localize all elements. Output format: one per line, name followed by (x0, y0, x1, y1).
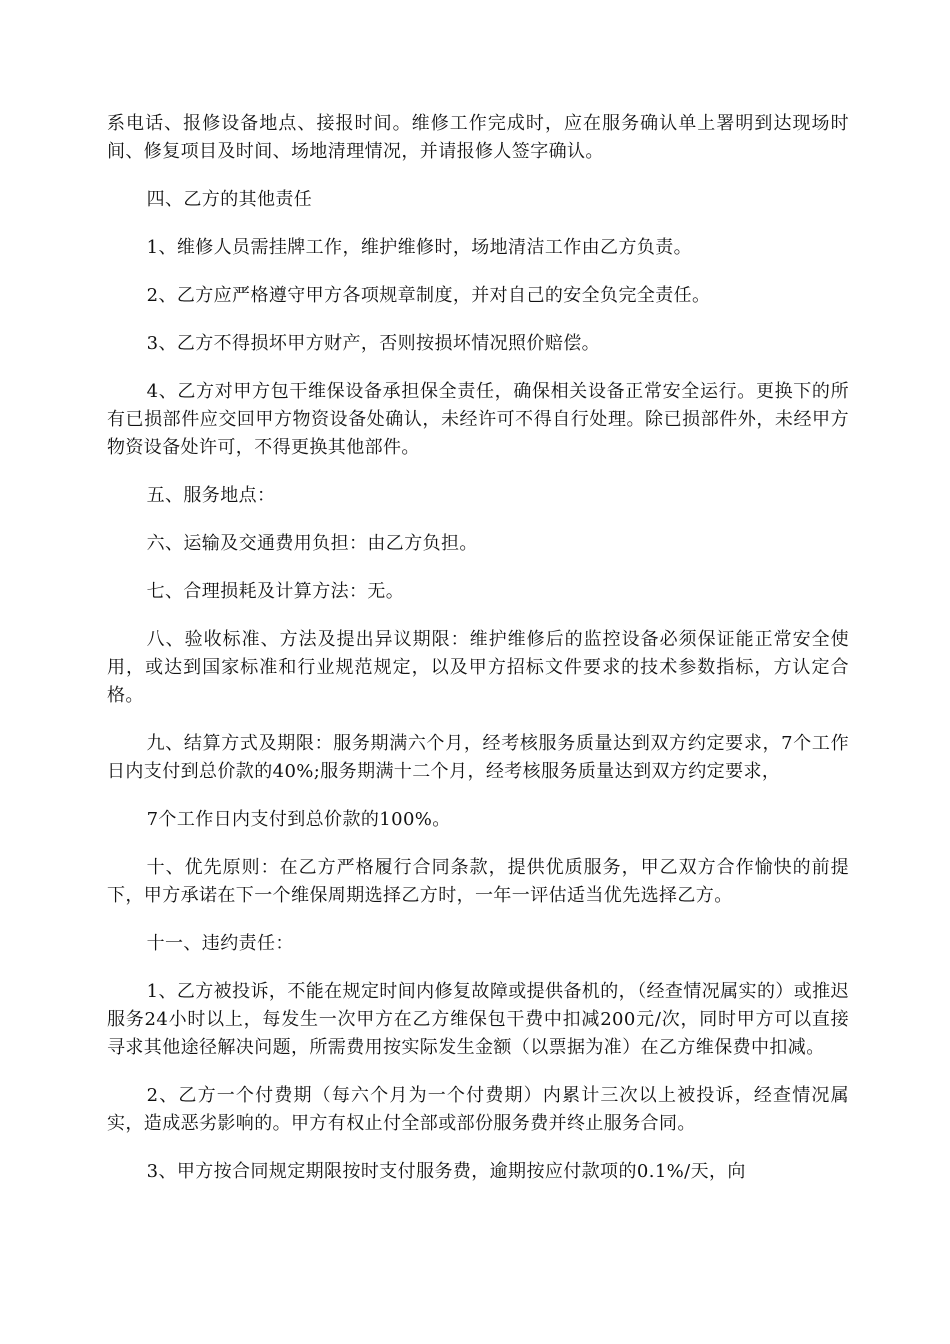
clause-4-3: 3、乙方不得损坏甲方财产，否则按损坏情况照价赔偿。 (146, 333, 601, 354)
section-heading-breach-liability: 十一、违约责任： (146, 933, 294, 954)
section-heading-transport-cost: 六、运输及交通费用负担：由乙方负担。 (146, 533, 478, 554)
section-acceptance-standard: 八、验收标准、方法及提出异议期限：维护维修后的监控设备必须保证能正常安全使用，或达到国家标准和行业规范规定，以及甲方招标文件要求的技术参数指标，方认定合格。 (107, 629, 849, 706)
settlement-final-payment: 7个工作日内支付到总价款的100%。 (146, 809, 451, 830)
document-page (107, 110, 849, 1206)
paragraph-contact-info: 系电话、报修设备地点、接报时间。维修工作完成时，应在服务确认单上署明到达现场时间、修复项目及时间、场地清理情况，并请报修人签字确认。 (107, 113, 849, 162)
section-heading-service-location: 五、服务地点： (146, 485, 276, 506)
section-settlement-method: 九、结算方式及期限：服务期满六个月，经考核服务质量达到双方约定要求，7个工作日内支付到总价款的40%;服务期满十二个月，经考核服务质量达到双方约定要求， (107, 733, 849, 782)
section-priority-principle: 十、优先原则：在乙方严格履行合同条款，提供优质服务，甲乙双方合作愉快的前提下，甲方承诺在下一个维保周期选择乙方时，一年一评估适当优先选择乙方。 (107, 857, 849, 906)
clause-4-2: 2、乙方应严格遵守甲方各项规章制度，并对自己的安全负完全责任。 (146, 285, 711, 306)
clause-4-1: 1、维修人员需挂牌工作，维护维修时，场地清洁工作由乙方负责。 (146, 237, 693, 258)
clause-4-4: 4、乙方对甲方包干维保设备承担保全责任，确保相关设备正常安全运行。更换下的所有已损部件应交回甲方物资设备处确认，未经许可不得自行处理。除已损部件外，未经甲方物资设备处许可，不得更换其他部件。 (107, 381, 849, 458)
section-heading-wear-calculation: 七、合理损耗及计算方法：无。 (146, 581, 405, 602)
clause-11-3: 3、甲方按合同规定期限按时支付服务费，逾期按应付款项的0.1%/天，向 (146, 1161, 746, 1182)
clause-11-1: 1、乙方被投诉，不能在规定时间内修复故障或提供备机的，（经查情况属实的）或推迟服务24小时以上，每发生一次甲方在乙方维保包干费中扣减200元/次，同时甲方可以直接寻求其他途径解决问题，所需费用按实际发生金额（以票据为准）在乙方维保费中扣减。 (107, 981, 849, 1058)
section-heading-other-duties: 四、乙方的其他责任 (146, 189, 313, 210)
clause-11-2: 2、乙方一个付费期（每六个月为一个付费期）内累计三次以上被投诉，经查情况属实，造成恶劣影响的。甲方有权止付全部或部份服务费并终止服务合同。 (107, 1085, 849, 1134)
